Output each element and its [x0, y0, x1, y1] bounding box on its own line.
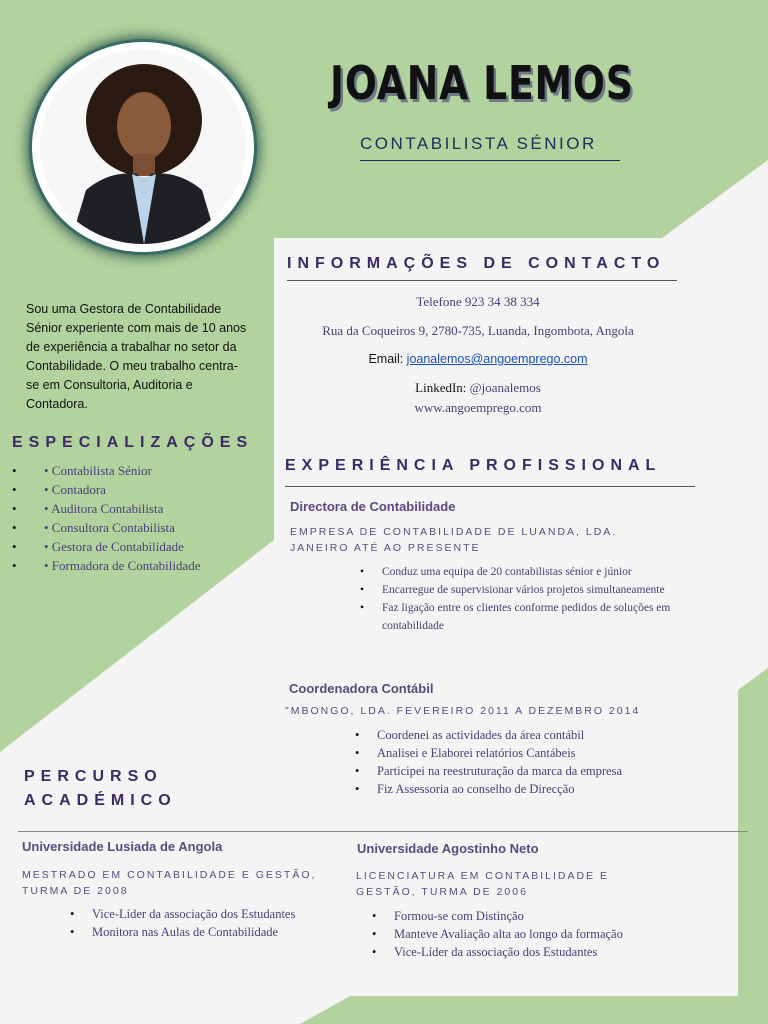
list-item: • Faz ligação entre os clientes conforme pedidos de soluções em contabilidade: [360, 599, 680, 635]
job-company: "MBONGO, LDA. FEVEREIRO 2011 A DEZEMBRO 2014: [285, 705, 641, 717]
linkedin-handle[interactable]: @joanalemos: [469, 380, 541, 395]
contact-website[interactable]: www.angoemprego.com: [414, 400, 542, 415]
list-item: • • Formadora de Contabilidade: [12, 558, 262, 577]
school-bullets: [70, 905, 330, 941]
education-title-line2: ACADÉMICO: [24, 792, 177, 809]
job-bullets: [355, 726, 655, 798]
school-bullets: [372, 907, 702, 961]
candidate-name: JOANA LEMOS: [330, 56, 634, 110]
email-link[interactable]: joanalemos@angoemprego.com: [406, 352, 588, 366]
job-bullets: [360, 563, 680, 635]
education-divider: [18, 831, 748, 832]
list-item: • Coordenei as actividades da área contábil: [355, 726, 655, 744]
job-company: EMPRESA DE CONTABILIDADE DE LUANDA, LDA. JANEIRO ATÉ AO PRESENTE: [290, 526, 618, 554]
contact-title: INFORMAÇÕES DE CONTACTO: [287, 255, 666, 272]
list-item: • Encarregue de supervisionar vários projetos simultaneamente: [360, 581, 680, 599]
education-title: PERCURSO: [24, 768, 163, 785]
contact-linkedin-row: [278, 380, 678, 396]
list-item: • Participei na reestruturação da marca da empresa: [355, 762, 655, 780]
experience-title: EXPERIÊNCIA PROFISSIONAL: [285, 457, 662, 474]
list-item: • Monitora nas Aulas de Contabilidade: [70, 923, 330, 941]
experience-divider: [285, 486, 695, 487]
school-name: Universidade Lusiada de Angola: [22, 839, 223, 854]
list-item: • • Gestora de Contabilidade: [12, 539, 262, 558]
school-degree: MESTRADO EM CONTABILIDADE E GESTÃO, TURMA DE 2008: [22, 869, 317, 897]
list-item: • • Contabilista Sénior: [12, 463, 262, 482]
contact-address: Rua da Coqueiros 9, 2780-735, Luanda, Ingombota, Angola: [322, 323, 634, 338]
list-item: • Formou-se com Distinção: [372, 907, 702, 925]
list-item: • Manteve Avaliação alta ao longo da formação: [372, 925, 702, 943]
list-item: • Fiz Assessoria ao conselho de Direcção: [355, 780, 655, 798]
about-summary: Sou uma Gestora de Contabilidade Sénior experiente com mais de 10 anos de experiência a trabalhar no setor da Contabilidade. O meu trabalho centra-se em Consultoria, Auditoria e Contadora.: [26, 302, 247, 411]
list-item: • Conduz uma equipa de 20 contabilistas sénior e júnior: [360, 563, 680, 581]
job-title: Coordenadora Contábil: [289, 681, 434, 696]
school-name: Universidade Agostinho Neto: [357, 841, 539, 856]
contact-divider: [287, 280, 677, 281]
email-label: Email:: [368, 352, 407, 366]
contact-email-row: [278, 352, 678, 366]
specializations-title: ESPECIALIZAÇÕES: [12, 434, 254, 451]
job-title: Directora de Contabilidade: [290, 499, 456, 514]
list-item: • • Auditora Contabilista: [12, 501, 262, 520]
list-item: • • Contadora: [12, 482, 262, 501]
list-item: • Analisei e Elaborei relatórios Cantábeis: [355, 744, 655, 762]
list-item: • Vice-Líder da associação dos Estudantes: [372, 943, 702, 961]
specializations-list: [12, 463, 262, 577]
portrait-illustration: [40, 50, 246, 244]
list-item: • • Consultora Contabilista: [12, 520, 262, 539]
school-degree: LICENCIATURA EM CONTABILIDADE E GESTÃO, TURMA DE 2006: [356, 870, 609, 898]
linkedin-label: LinkedIn:: [415, 380, 470, 395]
job-role: CONTABILISTA SÉNIOR: [360, 134, 597, 153]
profile-photo: [32, 42, 254, 252]
contact-phone: Telefone 923 34 38 334: [416, 294, 540, 309]
list-item: • Vice-Líder da associação dos Estudantes: [70, 905, 330, 923]
role-divider: [360, 160, 620, 161]
